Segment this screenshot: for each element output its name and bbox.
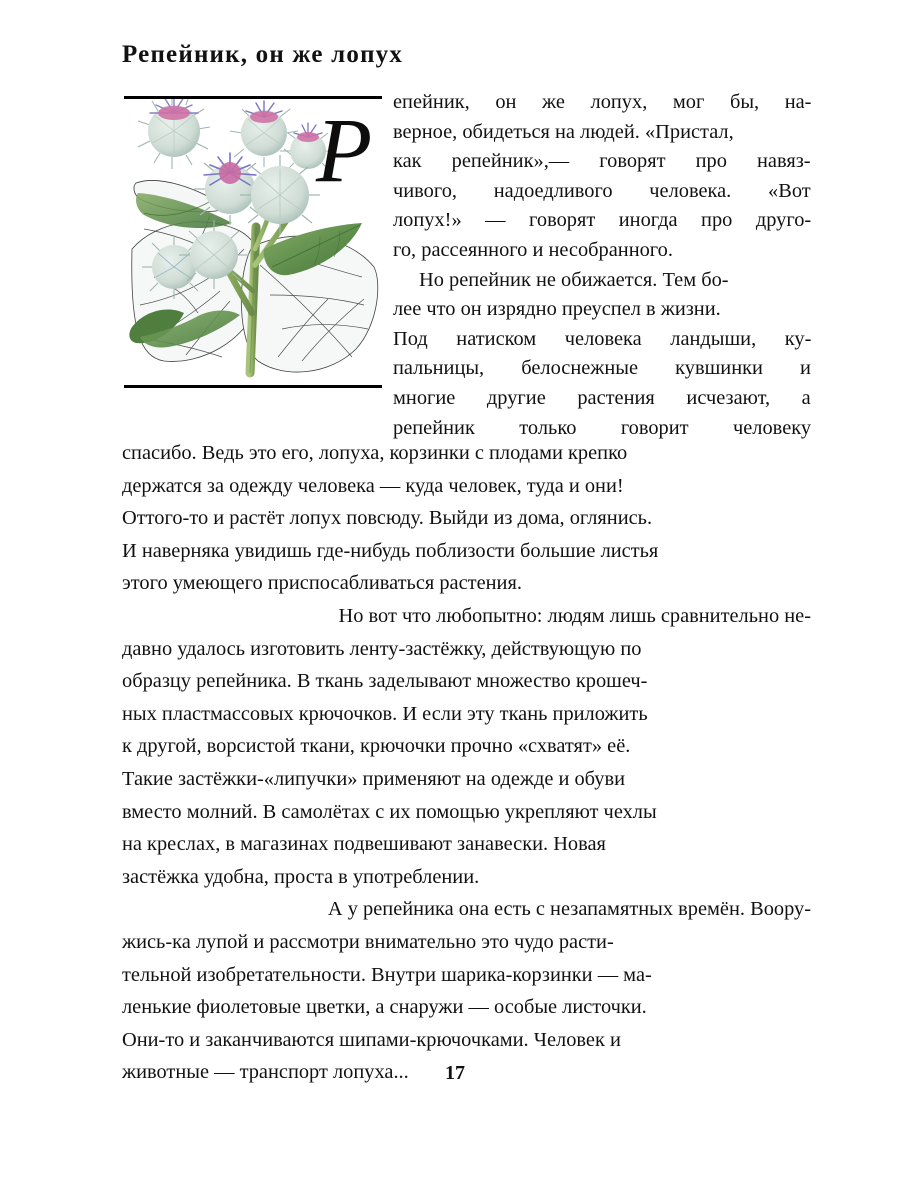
text-line: к другой, ворсистой ткани, крючочки прочно «схватят» её. <box>122 735 631 758</box>
page-title: Репейник, он же лопух <box>122 40 404 68</box>
figure-bottom-rule <box>124 385 382 388</box>
text-line: многие другие растения исчезают, а <box>393 386 811 409</box>
text-line: на креслах, в магазинах подвешивают занавески. Новая <box>122 833 606 856</box>
drop-cap-letter: Р <box>316 99 373 201</box>
page-number: 17 <box>445 1062 465 1084</box>
text-line: лее что он изрядно преуспел в жизни. <box>393 298 721 321</box>
text-line: давно удалось изготовить ленту-застёжку, действующую по <box>122 637 642 660</box>
text-line: этого умеющего приспосабливаться растения. <box>122 572 522 595</box>
text-line: верное, обидеться на людей. «Пристал, <box>393 120 734 143</box>
text-line: животные — транспорт лопуха... <box>122 1061 409 1084</box>
text-line: жись-ка лупой и рассмотри внимательно это чудо расти- <box>122 930 614 953</box>
text-line: лопух!» — говорят иногда про друго- <box>393 209 812 232</box>
text-line: репейник только говорит человеку <box>393 416 812 439</box>
text-line: Они-то и заканчиваются шипами-крючочками. Человек и <box>122 1028 621 1051</box>
text-line: ных пластмассовых крючочков. И если эту ткань приложить <box>122 702 648 725</box>
full-width-text <box>122 437 811 1089</box>
text-line: вместо молний. В самолётах с их помощью укрепляют чехлы <box>122 800 657 823</box>
text-line: А у репейника она есть с незапамятных времён. Воору- <box>327 898 811 921</box>
text-line: тельной изобретательности. Внутри шарика-корзинки — ма- <box>122 963 652 986</box>
right-column-text <box>393 88 811 443</box>
text-line: образцу репейника. В ткань заделывают множество крошеч- <box>122 670 648 693</box>
text-line: как репейник»,— говорят про навяз- <box>393 150 811 173</box>
text-line: спасибо. Ведь это его, лопуха, корзинки с плодами крепко <box>122 442 628 464</box>
text-line: Такие застёжки-«липучки» применяют на одежде и обуви <box>122 767 626 790</box>
text-line: И наверняка увидишь где-нибудь поблизости большие листья <box>122 539 659 562</box>
text-line: ленькие фиолетовые цветки, а снаружи — особые листочки. <box>122 996 647 1019</box>
text-line: епейник, он же лопух, мог бы, на- <box>393 91 812 113</box>
text-line: застёжка удобна, проста в употреблении. <box>122 865 480 888</box>
text-line: Под натиском человека ландыши, ку- <box>393 327 812 350</box>
text-line: пальницы, белоснежные кувшинки и <box>393 357 811 380</box>
text-line: Но вот что любопытно: людям лишь сравнительно не- <box>338 604 811 627</box>
text-line: держатся за одежду человека — куда человек, туда и они! <box>122 474 624 497</box>
text-line: го, рассеянного и несобранного. <box>393 238 673 261</box>
illustration-figure <box>124 96 382 388</box>
text-line: Оттого-то и растёт лопух повсюду. Выйди из дома, оглянись. <box>122 507 653 530</box>
text-line: чивого, надоедливого человека. «Вот <box>393 179 811 202</box>
text-line: Но репейник не обижается. Тем бо- <box>419 268 729 291</box>
